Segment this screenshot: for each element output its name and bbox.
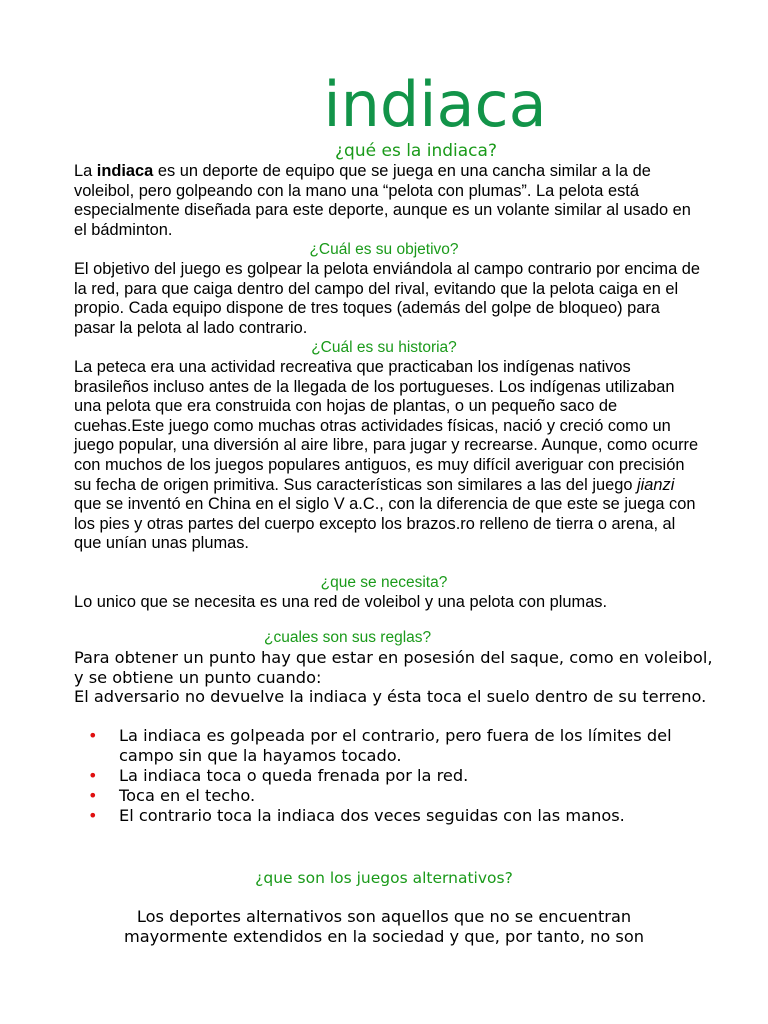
paragraph-history: [74, 358, 700, 554]
paragraph-rules-intro: Para obtener un punto hay que estar en posesión del saque, como en voleibol, y se obtiene un punto cuando:: [74, 648, 713, 687]
paragraph-rules-line2: El adversario no devuelve la indiaca y ésta toca el suelo dentro de su terreno.: [74, 687, 707, 706]
list-item-text: El contrario toca la indiaca dos veces seguidas con las manos.: [119, 806, 625, 825]
heading-objective: ¿Cuál es su objetivo?: [309, 241, 459, 258]
list-item-text: La indiaca es golpeada por el contrario, pero fuera de los límites del campo sin que la hayamos tocado.: [119, 726, 672, 765]
heading-what-is: ¿qué es la indiaca?: [335, 141, 497, 161]
italic-term: jianzi: [637, 475, 675, 494]
text-span: que se inventó en China en el siglo V a.C., con la diferencia de que este se juega con los pies y otras partes del cuerpo excepto los brazos.ro relleno de tierra o arena, al que unían unas plumas.: [74, 495, 696, 553]
text-span: La: [74, 162, 97, 180]
paragraph-alternative: Los deportes alternativos son aquellos que no se encuentran mayormente extendidos en la sociedad y que, por tanto, no son: [123, 907, 645, 946]
list-item: [74, 726, 714, 766]
text-span: La peteca era una actividad recreativa que practicaban los indígenas nativos brasileños incluso antes de la llegada de los portugueses. Los indígenas utilizaban una pelota que era construida con hojas de plantas, o un pequeño saco de cuehas.Este juego como muchas otras actividades físicas, nació y creció como un juego popular, una diversión al aire libre, para jugar y recrearse. Aunque, como ocurre con muchos de los juegos populares antiguos, es muy difícil averiguar con precisión su fecha de origen primitiva. Sus características son similares a las del juego: [74, 358, 699, 494]
bullet-icon: •: [88, 806, 98, 825]
paragraph-what-is: [74, 162, 700, 240]
rules-list: [74, 726, 714, 826]
heading-needs: ¿que se necesita?: [320, 574, 448, 591]
list-item: [74, 766, 714, 786]
bullet-icon: •: [88, 726, 98, 745]
text-span: es un deporte de equipo que se juega en una cancha similar a la de voleibol, pero golpeando con la mano una “pelota con plumas”. La pelota está especialmente diseñada para este deporte, aunque es un volante similar al usado en el bádminton.: [74, 162, 691, 239]
bullet-icon: •: [88, 786, 98, 805]
list-item-text: Toca en el techo.: [119, 786, 256, 805]
list-item-text: La indiaca toca o queda frenada por la red.: [119, 766, 469, 785]
list-item: [74, 786, 714, 806]
list-item: [74, 806, 714, 826]
heading-rules: ¿cuales son sus reglas?: [264, 629, 432, 646]
heading-alternative: ¿que son los juegos alternativos?: [255, 869, 513, 887]
paragraph-objective: El objetivo del juego es golpear la pelota enviándola al campo contrario por encima de la red, para que caiga dentro del campo del rival, evitando que la pelota caiga en el propio. Cada equipo dispone de tres toques (además del golpe de bloqueo) para pasar la pelota al lado contrario.: [74, 260, 700, 337]
document-title: indiaca: [323, 68, 547, 141]
bullet-icon: •: [88, 766, 98, 785]
paragraph-needs: Lo unico que se necesita es una red de voleibol y una pelota con plumas.: [74, 593, 608, 611]
heading-history: ¿Cuál es su historia?: [311, 339, 457, 356]
bold-term: indiaca: [96, 162, 154, 180]
